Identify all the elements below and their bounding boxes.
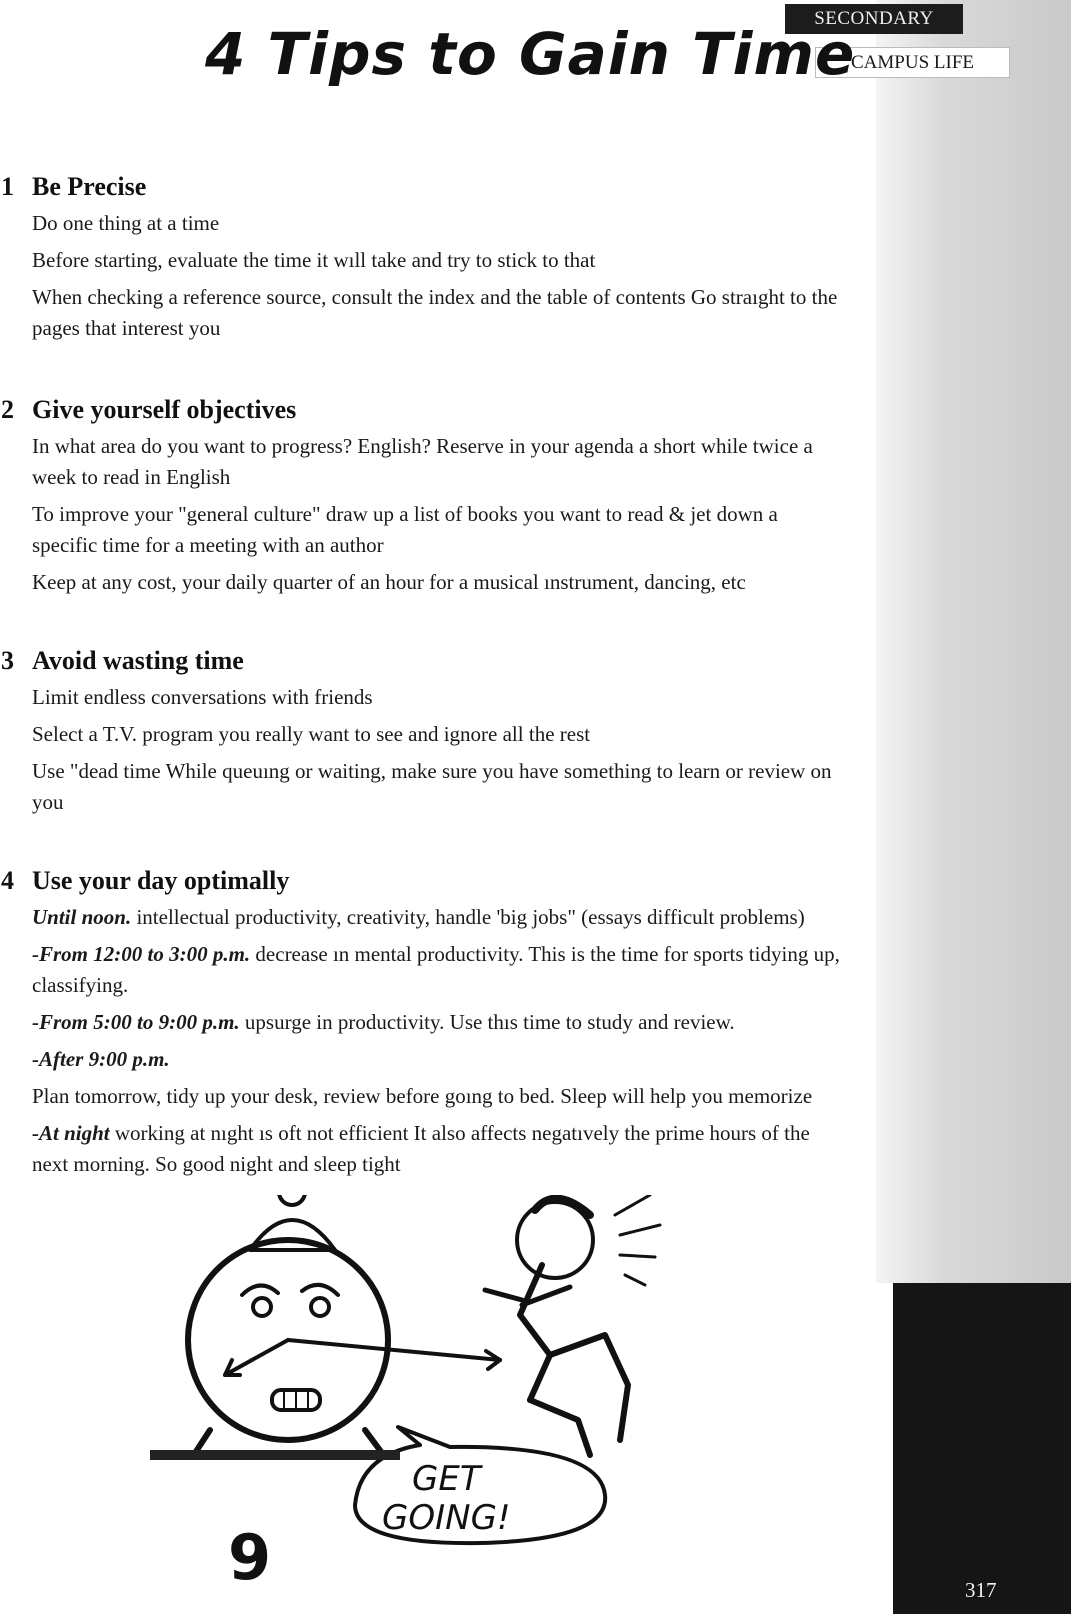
subcategory-badge: CAMPUS LIFE <box>815 47 1010 78</box>
section-give-yourself-objectives <box>0 395 860 598</box>
section-heading <box>0 395 860 425</box>
clock-eye <box>302 1285 338 1295</box>
section-marker: 9 <box>228 1521 272 1594</box>
schedule-label: -From 12:00 to 3:00 p.m. <box>32 942 251 966</box>
section-title: Be Precise <box>32 172 147 201</box>
clock-eye <box>253 1298 271 1316</box>
sidebar-dark-block <box>893 1283 1071 1614</box>
section-heading <box>0 172 860 202</box>
schedule-label: -From 5:00 to 9:00 p.m. <box>32 1010 240 1034</box>
paragraph: Select a T.V. program you really want to see and ignore all the rest <box>32 722 591 746</box>
schedule-label: Until noon. <box>32 905 132 929</box>
section-use-your-day-optimally <box>0 866 860 1180</box>
clock-eye <box>311 1298 329 1316</box>
schedule-text: upsurge in productivity. Use thıs time to study and review. <box>239 1010 735 1034</box>
speech-text-line2: GOING! <box>382 1498 511 1538</box>
section-title: Give yourself objectives <box>32 395 297 424</box>
sidebar-band <box>876 0 1071 1283</box>
category-badge: SECONDARY <box>785 4 963 34</box>
schedule-item <box>32 939 842 1001</box>
schedule-label: -After 9:00 p.m. <box>32 1047 170 1071</box>
paragraph: Before starting, evaluate the time it wıll take and try to stick to that <box>32 248 596 272</box>
section-number: 4 <box>1 866 14 895</box>
clock-hand <box>225 1340 288 1375</box>
section-title: Use your day optimally <box>32 866 290 895</box>
section-title: Avoid wasting time <box>32 646 244 675</box>
clock-knob <box>279 1195 305 1205</box>
runner-head <box>517 1202 593 1278</box>
section-avoid-wasting-time <box>0 646 860 818</box>
schedule-item <box>32 1118 842 1180</box>
schedule-item <box>32 1044 842 1075</box>
schedule-text: intellectual productivity, creativity, handle 'big jobs" (essays difficult problems) <box>131 905 805 929</box>
schedule-text: working at nıght ıs oft not efficient It also affects negatıvely the prime hours of the next morning. So good night and sleep tight <box>32 1121 810 1176</box>
speech-text-line1: GET <box>412 1459 481 1499</box>
page-title: 4 Tips to Gain Time <box>205 20 856 88</box>
paragraph: Do one thing at a time <box>32 211 220 235</box>
clock-eye <box>242 1285 278 1295</box>
schedule-item <box>32 1007 842 1038</box>
page-number: 317 <box>965 1578 997 1602</box>
runner-leg <box>530 1400 590 1455</box>
schedule-item <box>32 1081 842 1112</box>
schedule-text: decrease ın mental productivity. This is the time for sports tidying up, classifying. <box>32 942 840 997</box>
ground <box>150 1450 400 1460</box>
section-number: 1 <box>1 172 14 201</box>
schedule-text: Plan tomorrow, tidy up your desk, review before goıng to bed. Sleep will help you memorize <box>32 1084 813 1108</box>
paragraph: Limit endless conversations with friends <box>32 685 373 709</box>
section-heading <box>0 646 860 676</box>
schedule-label: -At night <box>32 1121 110 1145</box>
schedule-item <box>32 902 842 933</box>
section-heading <box>0 866 860 896</box>
paragraph: Use "dead time While queuıng or waiting, make sure you have something to learn or review on you <box>32 759 832 814</box>
section-number: 3 <box>1 646 14 675</box>
clock-teeth <box>284 1390 308 1410</box>
runner-body <box>520 1265 550 1400</box>
section-number: 2 <box>1 395 14 424</box>
paragraph: In what area do you want to progress? English? Reserve in your agenda a short while twice a week to read in English <box>32 434 813 489</box>
runner-leg <box>550 1335 628 1440</box>
motion-lines <box>615 1195 660 1285</box>
paragraph: To improve your "general culture" draw up a list of books you want to read & jet down a specific time for a meeting with an author <box>32 502 778 557</box>
section-be-precise <box>0 172 860 344</box>
clock-hand-long <box>288 1340 500 1360</box>
paragraph: When checking a reference source, consult the index and the table of contents Go straıght to the pages that interest you <box>32 285 838 340</box>
paragraph: Keep at any cost, your daily quarter of an hour for a musical ınstrument, dancing, etc <box>32 570 746 594</box>
runner-hair <box>535 1199 590 1215</box>
